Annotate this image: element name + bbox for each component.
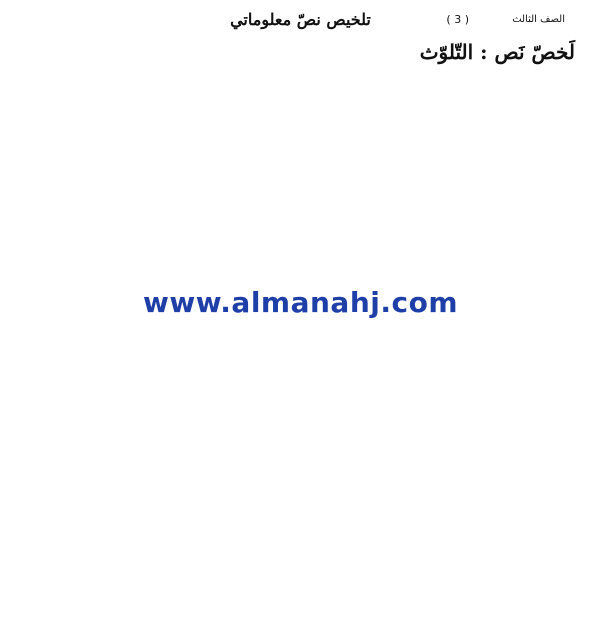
section-subtitle: لَخصّ نَص : التّلوّث	[419, 40, 575, 64]
grade-label: الصف الثالث	[512, 14, 565, 25]
site-watermark: www.almanahj.com	[142, 286, 458, 319]
page-header	[14, 6, 587, 36]
page-title: تلخيص نصّ معلوماتي	[230, 10, 371, 29]
lesson-number: ( 3 )	[446, 13, 469, 26]
